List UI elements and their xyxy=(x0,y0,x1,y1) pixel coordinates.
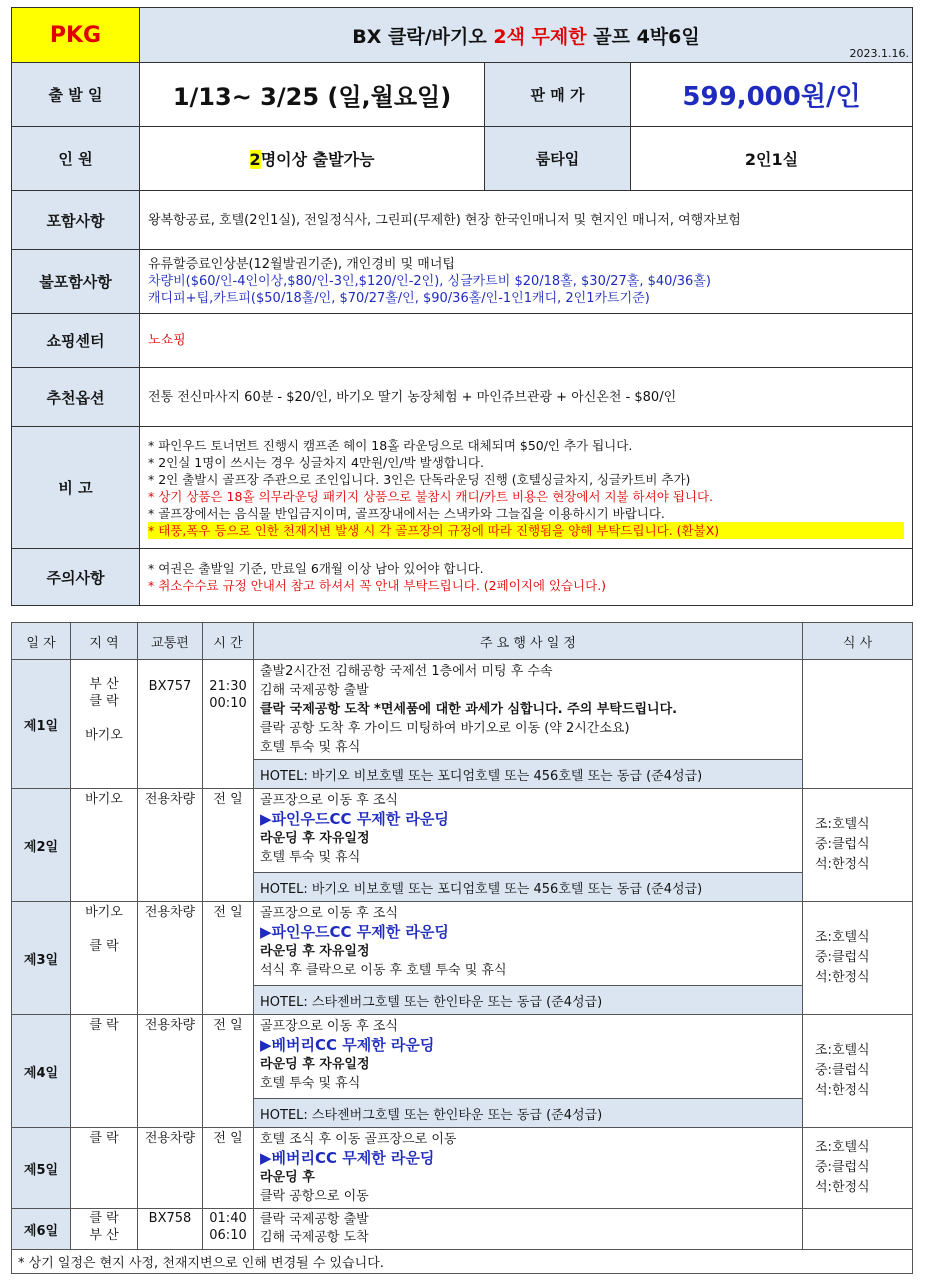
meal-lunch: 중:클럽식 xyxy=(815,1063,870,1078)
shopping-value: 노쇼핑 xyxy=(140,314,913,368)
day-region xyxy=(71,789,138,902)
itinerary-table xyxy=(11,622,913,1274)
header-time: 시 간 xyxy=(203,623,254,660)
schedule-line: 클락 국제공항 출발 xyxy=(260,1212,369,1227)
meal-breakfast: 조:호텔식 xyxy=(815,1140,870,1155)
remark-line: * 골프장에서는 음식물 반입금지이며, 골프장내에서는 스낵카와 그늘집을 이용하시기 바랍니다. xyxy=(148,505,665,521)
schedule-line: 출발2시간전 김해공항 국제선 1층에서 미팅 후 수속 xyxy=(260,664,553,679)
schedule-line: 골프장으로 이동 후 조식 xyxy=(260,793,398,808)
day-label: 제4일 xyxy=(12,1015,71,1128)
day-region xyxy=(71,1128,138,1209)
region-line: 바기오 xyxy=(85,728,123,743)
day-schedule xyxy=(254,660,803,760)
time-line: 00:10 xyxy=(209,696,247,711)
day-hotel: HOTEL: 바기오 비보호텔 또는 포디엄호텔 또는 456호텔 또는 동급 (준4성급) xyxy=(254,873,803,902)
remark-line: * 태풍,폭우 등으로 인한 천재지변 발생 시 각 골프장의 규정에 따라 진행됨을 양해 부탁드립니다. (환불X) xyxy=(148,522,904,539)
day-region xyxy=(71,660,138,789)
time-line: 전 일 xyxy=(213,905,243,920)
caution-line: * 여권은 출발일 기준, 만료일 6개월 이상 남아 있어야 합니다. xyxy=(148,561,484,576)
schedule-line: 라운딩 후 자유일정 xyxy=(260,944,370,959)
day-schedule xyxy=(254,1015,803,1099)
schedule-line: 호텔 조식 후 이동 골프장으로 이동 xyxy=(260,1132,457,1147)
schedule-line: 라운딩 후 자유일정 xyxy=(260,1057,370,1072)
option-label: 추천옵션 xyxy=(12,368,140,427)
schedule-line: 호텔 투숙 및 휴식 xyxy=(260,1076,361,1091)
day-time xyxy=(203,789,254,902)
room-value: 2인1실 xyxy=(631,127,913,191)
region-line: 바기오 xyxy=(85,905,123,920)
option-value: 전통 전신마사지 60분 - $20/인, 바기오 딸기 농장체험 + 마인쥬브관광 + 아신온천 - $80/인 xyxy=(140,368,913,427)
people-highlight: 2 xyxy=(249,150,261,169)
schedule-line: 클락 공항 도착 후 가이드 미팅하여 바기오로 이동 (약 2시간소요) xyxy=(260,721,630,736)
title-highlight: 2색 무제한 xyxy=(493,25,587,48)
golf-course-line: ▶파인우드CC 무제한 라운딩 xyxy=(260,810,449,828)
pkg-badge: PKG xyxy=(12,8,140,63)
day-meals xyxy=(803,789,913,902)
room-label: 룸타입 xyxy=(485,127,631,191)
meal-breakfast: 조:호텔식 xyxy=(815,817,870,832)
excluded-line: 차량비($60/인-4인이상,$80/인-3인,$120/인-2인), 싱글카트비 $20/18홀, $30/27홀, $40/36홀) xyxy=(148,274,711,289)
day-meals xyxy=(803,1015,913,1128)
day-label: 제6일 xyxy=(12,1209,71,1250)
schedule-line: 라운딩 후 xyxy=(260,1170,315,1185)
region-line: 클 락 xyxy=(89,1211,119,1226)
day-time xyxy=(203,902,254,1015)
day-region xyxy=(71,1209,138,1250)
people-text: 명이상 출발가능 xyxy=(260,150,375,169)
schedule-line: 김해 국제공항 도착 xyxy=(260,1230,369,1245)
remark-line: * 2인실 1명이 쓰시는 경우 싱글차지 4만원/인/박 발생합니다. xyxy=(148,454,484,470)
day-schedule xyxy=(254,789,803,873)
region-spacer xyxy=(71,710,137,727)
people-value xyxy=(140,127,485,191)
day-meals xyxy=(803,902,913,1015)
golf-course-line: ▶베버리CC 무제한 라운딩 xyxy=(260,1036,435,1054)
day-region xyxy=(71,1015,138,1128)
day-meals xyxy=(803,1128,913,1209)
excluded-line: 캐디피+팁,카트피($50/18홀/인, $70/27홀/인, $90/36홀/인-1인1캐디, 2인1카트기준) xyxy=(148,291,650,306)
region-spacer xyxy=(71,921,137,938)
schedule-line: 석식 후 클락으로 이동 후 호텔 투숙 및 휴식 xyxy=(260,963,507,978)
time-line: 01:40 xyxy=(209,1211,247,1226)
caution-line: * 취소수수료 규정 안내서 참고 하셔서 꼭 안내 부탁드립니다. (2페이지에 있습니다.) xyxy=(148,578,607,593)
meal-dinner: 석:한정식 xyxy=(815,970,870,985)
day-schedule xyxy=(254,1209,803,1250)
meal-dinner: 석:한정식 xyxy=(815,1083,870,1098)
day-region xyxy=(71,902,138,1015)
excluded-line: 유류할증료인상분(12월발권기준), 개인경비 및 매너팁 xyxy=(148,257,455,272)
schedule-line: 골프장으로 이동 후 조식 xyxy=(260,906,398,921)
package-info-table xyxy=(11,7,913,606)
caution-value xyxy=(140,549,913,606)
day-hotel: HOTEL: 스타젠버그호텔 또는 한인타운 또는 동급 (준4성급) xyxy=(254,986,803,1015)
header-day: 일 자 xyxy=(12,623,71,660)
region-line: 클 락 xyxy=(89,939,119,954)
title-part2: 골프 4박6일 xyxy=(586,25,700,48)
meal-lunch: 중:클럽식 xyxy=(815,1160,870,1175)
schedule-line: 호텔 투숙 및 휴식 xyxy=(260,740,361,755)
doc-date: 2023.1.16. xyxy=(849,47,910,60)
header-schedule: 주 요 행 사 일 정 xyxy=(254,623,803,660)
day-time xyxy=(203,1015,254,1128)
region-line: 부 산 xyxy=(89,1228,119,1243)
meal-lunch: 중:클럽식 xyxy=(815,950,870,965)
time-line: 전 일 xyxy=(213,1018,243,1033)
day-transport: BX758 xyxy=(138,1209,203,1250)
remark-line: * 파인우드 토너먼트 진행시 캠프존 헤이 18홀 라운딩으로 대체되며 $50/인 추가 됩니다. xyxy=(148,437,633,453)
header-region: 지 역 xyxy=(71,623,138,660)
meal-dinner: 석:한정식 xyxy=(815,1180,870,1195)
region-line: 클 락 xyxy=(89,1131,119,1146)
day-label: 제1일 xyxy=(12,660,71,789)
region-line: 부 산 xyxy=(89,677,119,692)
excluded-label: 불포함사항 xyxy=(12,250,140,314)
day-hotel: HOTEL: 스타젠버그호텔 또는 한인타운 또는 동급 (준4성급) xyxy=(254,1099,803,1128)
day-transport: BX757 xyxy=(138,660,203,789)
people-label: 인 원 xyxy=(12,127,140,191)
remarks-value xyxy=(140,427,913,549)
day-transport: 전용차량 xyxy=(138,1015,203,1128)
excluded-value xyxy=(140,250,913,314)
region-line: 바기오 xyxy=(85,792,123,807)
departure-value: 1/13~ 3/25 (일,월요일) xyxy=(140,63,485,127)
day-label: 제5일 xyxy=(12,1128,71,1209)
remarks-label: 비 고 xyxy=(12,427,140,549)
golf-course-line: ▶파인우드CC 무제한 라운딩 xyxy=(260,923,449,941)
schedule-line: 클락 공항으로 이동 xyxy=(260,1189,369,1204)
remark-line: * 2인 출발시 골프장 주관으로 조인입니다. 3인은 단독라운딩 진행 (호텔싱글차지, 싱글카트비 추가) xyxy=(148,471,691,487)
meal-dinner: 석:한정식 xyxy=(815,857,870,872)
header-transport: 교통편 xyxy=(138,623,203,660)
day-schedule xyxy=(254,902,803,986)
day-hotel: HOTEL: 바기오 비보호텔 또는 포디엄호텔 또는 456호텔 또는 동급 (준4성급) xyxy=(254,760,803,789)
day-time xyxy=(203,660,254,789)
day-time xyxy=(203,1209,254,1250)
time-line: 전 일 xyxy=(213,792,243,807)
schedule-line: 라운딩 후 자유일정 xyxy=(260,831,370,846)
remark-line: * 상기 상품은 18홀 의무라운딩 패키지 상품으로 불참시 캐디/카트 비용은 현장에서 지불 하셔야 됩니다. xyxy=(148,488,713,504)
day-schedule xyxy=(254,1128,803,1209)
day-meals xyxy=(803,660,913,789)
included-value: 왕복항공료, 호텔(2인1실), 전일정식사, 그린피(무제한) 현장 한국인매니저 및 현지인 매니저, 여행자보험 xyxy=(140,191,913,250)
time-line: 21:30 xyxy=(209,679,247,694)
schedule-line: 호텔 투숙 및 휴식 xyxy=(260,850,361,865)
day-transport: 전용차량 xyxy=(138,1128,203,1209)
meal-breakfast: 조:호텔식 xyxy=(815,930,870,945)
day-label: 제3일 xyxy=(12,902,71,1015)
price-value: 599,000원/인 xyxy=(631,63,913,127)
day-transport: 전용차량 xyxy=(138,789,203,902)
meal-breakfast: 조:호텔식 xyxy=(815,1043,870,1058)
shopping-label: 쇼핑센터 xyxy=(12,314,140,368)
header-meals: 식 사 xyxy=(803,623,913,660)
schedule-line: 클락 국제공항 도착 *면세품에 대한 과세가 심합니다. 주의 부탁드립니다. xyxy=(260,702,678,717)
package-title xyxy=(140,8,913,63)
day-transport: 전용차량 xyxy=(138,902,203,1015)
departure-label: 출 발 일 xyxy=(12,63,140,127)
schedule-line: 김해 국제공항 출발 xyxy=(260,683,369,698)
schedule-footnote: * 상기 일정은 현지 사정, 천재지변으로 인해 변경될 수 있습니다. xyxy=(12,1250,913,1274)
golf-course-line: ▶베버리CC 무제한 라운딩 xyxy=(260,1149,435,1167)
time-line: 06:10 xyxy=(209,1228,247,1243)
day-meals xyxy=(803,1209,913,1250)
day-time xyxy=(203,1128,254,1209)
price-label: 판 매 가 xyxy=(485,63,631,127)
region-line: 클 락 xyxy=(89,694,119,709)
schedule-line: 골프장으로 이동 후 조식 xyxy=(260,1019,398,1034)
title-part1: BX 클락/바기오 xyxy=(352,25,494,48)
meal-lunch: 중:클럽식 xyxy=(815,837,870,852)
time-line: 전 일 xyxy=(213,1131,243,1146)
day-label: 제2일 xyxy=(12,789,71,902)
region-line: 클 락 xyxy=(89,1018,119,1033)
included-label: 포함사항 xyxy=(12,191,140,250)
caution-label: 주의사항 xyxy=(12,549,140,606)
